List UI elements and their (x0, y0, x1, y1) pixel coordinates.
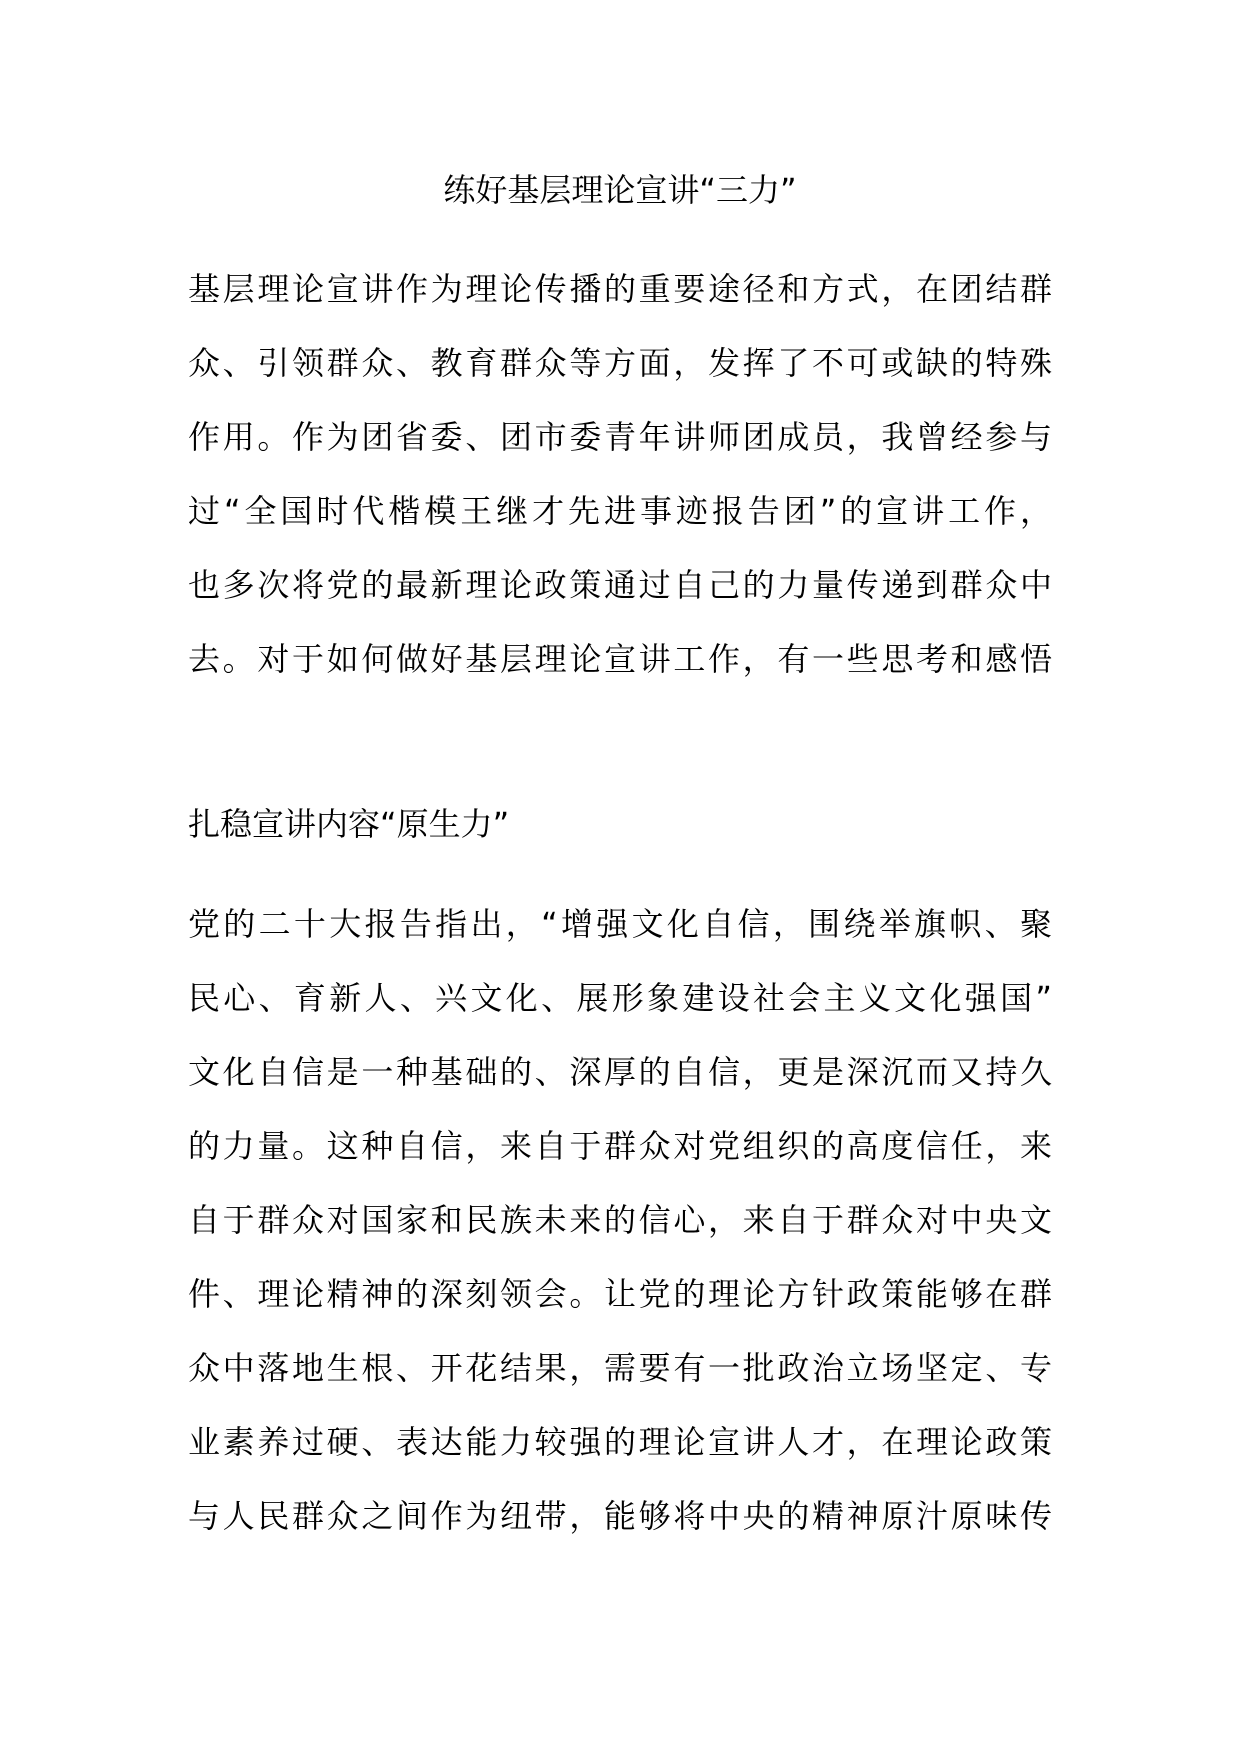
paragraph-intro (188, 252, 1052, 696)
paragraph-line: 也多次将党的最新理论政策通过自己的力量传递到群众中 (188, 566, 1052, 604)
paragraph-line: 件、理论精神的深刻领会。让党的理论方针政策能够在群 (188, 1275, 1052, 1313)
paragraph-line: 与人民群众之间作为纽带，能够将中央的精神原汁原味传 (188, 1497, 1052, 1535)
paragraph-section-one (188, 887, 1052, 1553)
paragraph-line: 民心、育新人、兴文化、展形象建设社会主义文化强国” (188, 979, 1052, 1017)
paragraph-line: 众中落地生根、开花结果，需要有一批政治立场坚定、专 (188, 1349, 1052, 1387)
paragraph-line: 的力量。这种自信，来自于群众对党组织的高度信任，来 (188, 1127, 1052, 1165)
paragraph-line: 作用。作为团省委、团市委青年讲师团成员，我曾经参与 (188, 418, 1052, 456)
paragraph-line: 文化自信是一种基础的、深厚的自信，更是深沉而又持久 (188, 1053, 1052, 1091)
section-heading: 扎稳宣讲内容“原生力” (188, 805, 510, 843)
paragraph-line: 基层理论宣讲作为理论传播的重要途径和方式，在团结群 (188, 270, 1052, 308)
paragraph-line: 自于群众对国家和民族未来的信心，来自于群众对中央文 (188, 1201, 1052, 1239)
paragraph-line: 业素养过硬、表达能力较强的理论宣讲人才，在理论政策 (188, 1423, 1052, 1461)
paragraph-line: 过“全国时代楷模王继才先进事迹报告团”的宣讲工作， (188, 492, 1052, 530)
paragraph-line: 去。对于如何做好基层理论宣讲工作，有一些思考和感悟 (188, 640, 1052, 678)
document-title: 练好基层理论宣讲“三力” (443, 171, 797, 209)
paragraph-line: 众、引领群众、教育群众等方面，发挥了不可或缺的特殊 (188, 344, 1052, 382)
paragraph-line: 党的二十大报告指出，“增强文化自信，围绕举旗帜、聚 (188, 905, 1052, 943)
